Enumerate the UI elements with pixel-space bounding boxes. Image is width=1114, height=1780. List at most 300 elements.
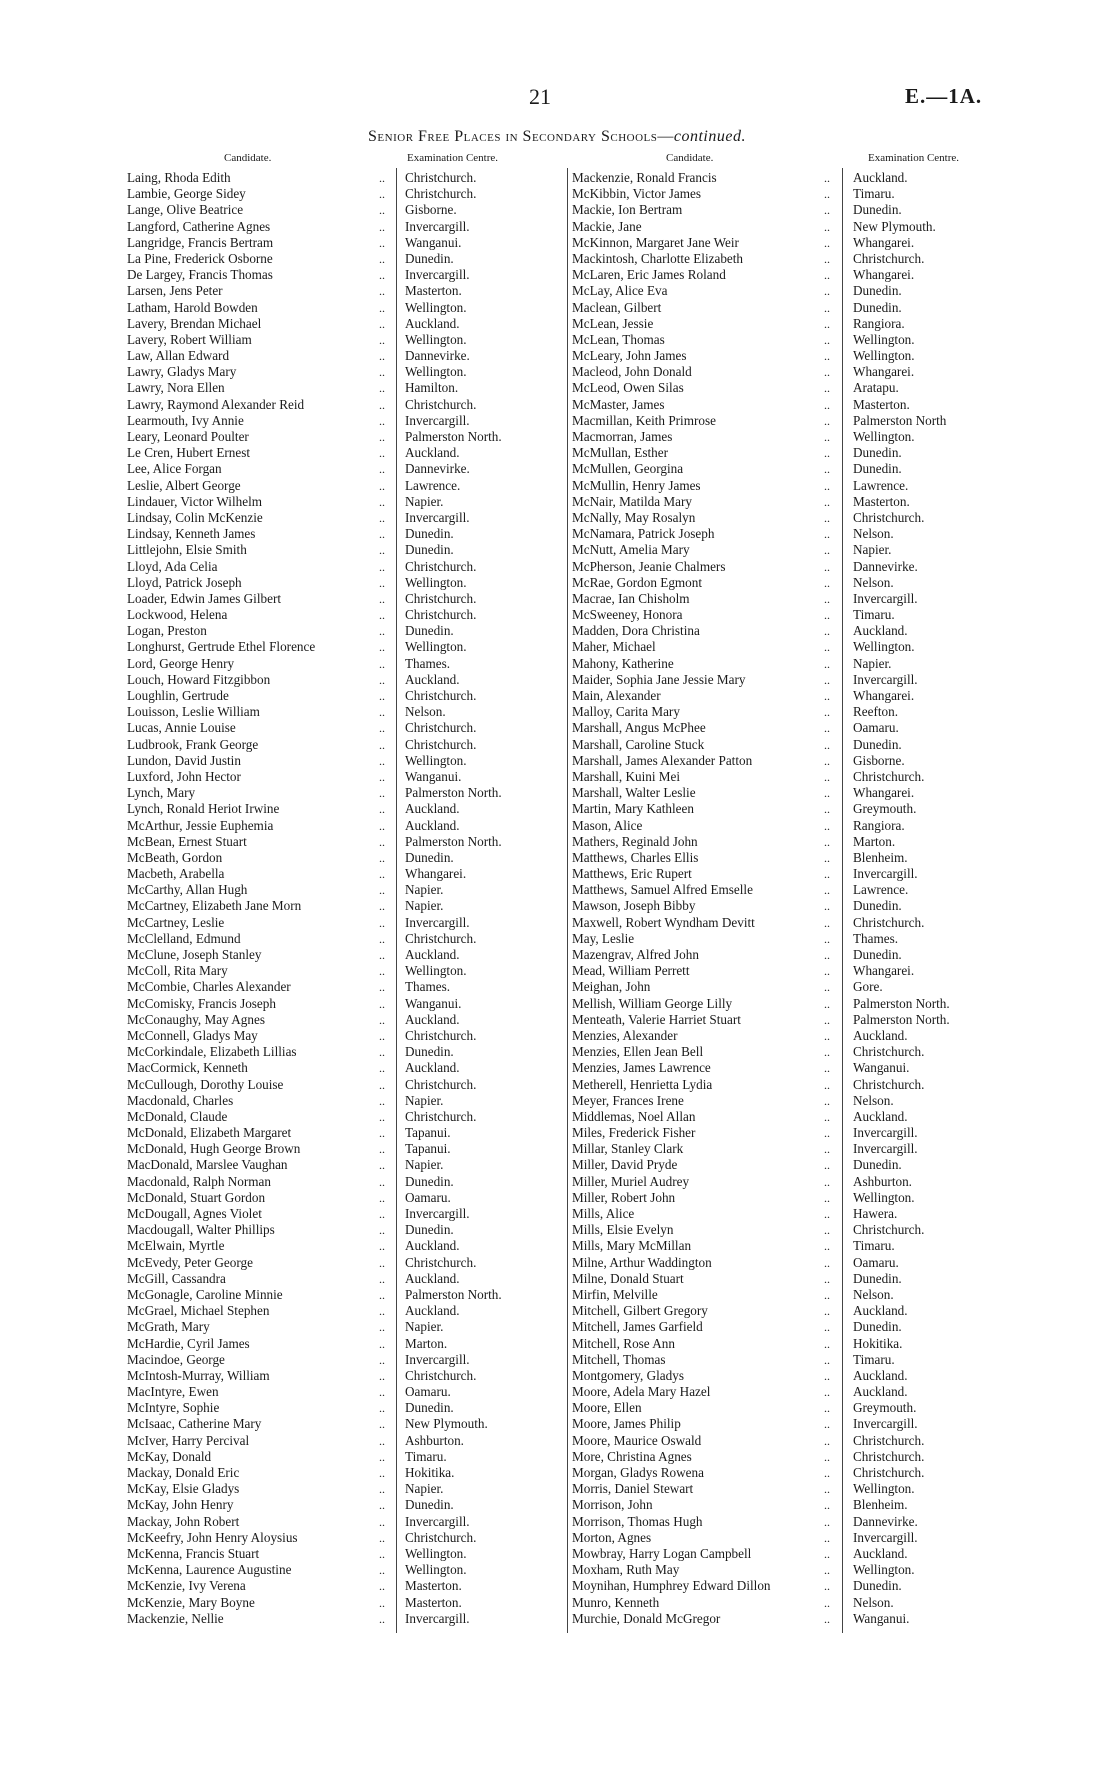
candidate-name: Langridge, Francis Bertram [127, 234, 274, 250]
leader-dots: .. [379, 769, 385, 784]
candidate-name: Lawry, Gladys Mary [127, 364, 237, 380]
list-item [572, 445, 1102, 461]
candidate-name: McCorkindale, Elizabeth Lillias [127, 1044, 297, 1060]
leader-dots: .. [824, 834, 830, 849]
leader-dots: .. [379, 1433, 385, 1448]
examination-centre: Auckland. [853, 1384, 908, 1400]
candidate-name: Marshall, James Alexander Patton [572, 752, 753, 768]
leader-dots: .. [824, 365, 830, 380]
examination-centre: Napier. [405, 1157, 444, 1173]
leader-dots: .. [379, 203, 385, 218]
examination-centre: Invercargill. [405, 412, 470, 428]
list-item [572, 1174, 1102, 1190]
candidate-name: Morgan, Gladys Rowena [572, 1465, 704, 1480]
leader-dots: .. [824, 705, 830, 720]
examination-centre: Nelson. [853, 1594, 894, 1610]
candidate-name: Morton, Agnes [572, 1529, 652, 1545]
examination-centre: Auckland. [405, 947, 460, 962]
list-item [572, 656, 1102, 672]
list-item [572, 785, 1102, 801]
list-item [127, 818, 567, 834]
list-item [127, 1384, 567, 1400]
examination-centre: Whangarei. [853, 267, 915, 283]
candidate-name: Lee, Alice Forgan [127, 461, 222, 477]
examination-centre: Auckland. [405, 817, 460, 833]
list-item [127, 1595, 567, 1611]
examination-centre: Nelson. [853, 1092, 894, 1108]
list-item [572, 364, 1102, 380]
examination-centre: Wanganui. [405, 995, 462, 1011]
examination-centre: Whangarei. [853, 785, 915, 801]
list-item [572, 688, 1102, 704]
leader-dots: .. [824, 1385, 830, 1400]
candidate-name: Murchie, Donald McGregor [572, 1610, 721, 1626]
examination-centre: Aratapu. [853, 380, 899, 396]
examination-centre: Wellington. [405, 574, 467, 590]
examination-centre: Auckland. [405, 315, 460, 331]
leader-dots: .. [824, 850, 830, 865]
candidate-name: Mitchell, Rose Ann [572, 1335, 675, 1351]
list-item [572, 1060, 1102, 1076]
candidate-name: McGill, Cassandra [127, 1270, 226, 1286]
examination-centre: Dunedin. [853, 1270, 902, 1286]
list-item [572, 1109, 1102, 1125]
candidate-name: Mitchell, Thomas [572, 1351, 666, 1367]
list-item [127, 1481, 567, 1497]
examination-centre: Dunedin. [853, 283, 902, 299]
examination-centre: Whangarei. [853, 234, 915, 250]
leader-dots: .. [824, 1563, 830, 1578]
list-item [572, 397, 1102, 413]
leader-dots: .. [379, 300, 385, 315]
candidate-name: Morrison, John [572, 1497, 653, 1513]
candidate-name: Miles, Frederick Fisher [572, 1125, 696, 1141]
candidate-name: Macdonald, Ralph Norman [127, 1173, 271, 1189]
candidate-name: McBean, Ernest Stuart [127, 833, 247, 849]
list-item [127, 850, 567, 866]
candidate-name: Mackenzie, Ronald Francis [572, 170, 717, 185]
examination-centre: Napier. [405, 882, 444, 898]
examination-centre: Timaru. [853, 1238, 895, 1254]
list-item [127, 672, 567, 688]
leader-dots: .. [824, 1012, 830, 1027]
list-item [127, 1611, 567, 1627]
candidate-name: Moore, James Philip [572, 1416, 681, 1432]
list-item [572, 801, 1102, 817]
examination-centre: Thames. [853, 930, 899, 946]
list-item [127, 397, 567, 413]
leader-dots: .. [824, 1482, 830, 1497]
list-item [572, 769, 1102, 785]
leader-dots: .. [824, 300, 830, 315]
leader-dots: .. [824, 446, 830, 461]
leader-dots: .. [379, 1611, 385, 1626]
list-item [572, 1611, 1102, 1627]
list-item [127, 688, 567, 704]
list-item [127, 445, 567, 461]
examination-centre: Rangiora. [853, 315, 905, 331]
leader-dots: .. [379, 656, 385, 671]
examination-centre: Christchurch. [405, 607, 477, 623]
candidate-name: McNutt, Amelia Mary [572, 542, 690, 558]
candidate-name: Latham, Harold Bowden [127, 299, 258, 315]
list-item [572, 413, 1102, 429]
candidate-name: McHardie, Cyril James [127, 1335, 250, 1351]
list-item [127, 1433, 567, 1449]
leader-dots: .. [824, 1061, 830, 1076]
examination-centre: Wellington. [853, 429, 915, 444]
leader-dots: .. [824, 1126, 830, 1141]
candidate-name: Menzies, Ellen Jean Bell [572, 1044, 704, 1060]
leader-dots: .. [824, 1174, 830, 1189]
list-item [572, 834, 1102, 850]
examination-centre: Dunedin. [853, 736, 902, 752]
candidate-name: Lynch, Mary [127, 785, 196, 801]
examination-centre: Rangiora. [853, 817, 905, 833]
leader-dots: .. [379, 446, 385, 461]
leader-dots: .. [824, 1255, 830, 1270]
candidate-name: Mason, Alice [572, 817, 643, 833]
list-item [572, 300, 1102, 316]
list-item [127, 283, 567, 299]
examination-centre: Masterton. [405, 1594, 462, 1610]
list-item [127, 1028, 567, 1044]
examination-centre: Dunedin. [405, 1497, 454, 1513]
list-item [572, 1125, 1102, 1141]
candidate-name: McRae, Gordon Egmont [572, 574, 703, 590]
list-item [127, 947, 567, 963]
candidate-name: Maider, Sophia Jane Jessie Mary [572, 671, 746, 687]
examination-centre: Wellington. [405, 364, 467, 380]
candidate-name: Miller, David Pryde [572, 1157, 678, 1173]
candidate-name: Main, Alexander [572, 688, 661, 703]
list-item [127, 963, 567, 979]
candidate-name: May, Leslie [572, 930, 635, 946]
candidate-name: Moore, Adela Mary Hazel [572, 1384, 711, 1400]
list-item [127, 801, 567, 817]
examination-centre: Hawera. [853, 1206, 898, 1221]
examination-centre: Dunedin. [853, 299, 902, 315]
examination-centre: Christchurch. [405, 1076, 477, 1092]
examination-centre: Dunedin. [853, 461, 902, 477]
examination-centre: Thames. [405, 655, 451, 671]
list-item [572, 639, 1102, 655]
candidate-name: McLean, Thomas [572, 331, 665, 347]
examination-centre: Christchurch. [853, 250, 925, 266]
leader-dots: .. [824, 818, 830, 833]
candidate-name: Marshall, Kuini Mei [572, 768, 681, 784]
leader-dots: .. [379, 1239, 385, 1254]
candidate-name: Lambie, George Sidey [127, 186, 246, 202]
candidate-name: De Largey, Francis Thomas [127, 267, 273, 283]
leader-dots: .. [824, 948, 830, 962]
candidate-name: Mitchell, Gilbert Gregory [572, 1303, 708, 1319]
candidate-name: Macdonald, Charles [127, 1092, 234, 1108]
leader-dots: .. [379, 1061, 385, 1076]
list-item [572, 1238, 1102, 1254]
examination-centre: Gisborne. [853, 752, 905, 768]
leader-dots: .. [824, 1579, 830, 1594]
candidate-name: McKenna, Francis Stuart [127, 1545, 260, 1561]
list-item [572, 720, 1102, 736]
examination-centre: Dunedin. [405, 1044, 454, 1060]
examination-centre: Dannevirke. [405, 348, 470, 364]
examination-centre: Auckland. [853, 170, 908, 185]
leader-dots: .. [824, 1498, 830, 1513]
examination-centre: Dunedin. [853, 445, 902, 461]
leader-dots: .. [824, 430, 830, 444]
list-item [572, 591, 1102, 607]
candidate-name: McMullin, Henry James [572, 477, 701, 493]
examination-centre: Auckland. [853, 1545, 908, 1561]
candidate-name: McDonald, Claude [127, 1108, 228, 1124]
examination-centre: Christchurch. [405, 1027, 477, 1043]
candidate-name: McCullough, Dorothy Louise [127, 1076, 284, 1092]
leader-dots: .. [824, 672, 830, 687]
examination-centre: Christchurch. [853, 1222, 925, 1238]
examination-centre: Auckland. [405, 1270, 460, 1286]
examination-centre: Nelson. [853, 526, 894, 542]
leader-dots: .. [824, 171, 830, 185]
examination-centre: Wellington. [405, 1562, 467, 1578]
leader-dots: .. [824, 1093, 830, 1108]
candidate-name: Mead, William Perrett [572, 963, 690, 979]
list-item [127, 267, 567, 283]
candidate-name: Maclean, Gilbert [572, 299, 662, 315]
examination-centre: Wellington. [405, 299, 467, 315]
leader-dots: .. [379, 527, 385, 542]
examination-centre: Dunedin. [853, 202, 902, 218]
candidate-name: McIntosh-Murray, William [127, 1367, 270, 1383]
leader-dots: .. [824, 1368, 830, 1383]
candidate-name: McMullan, Esther [572, 445, 668, 461]
list-item [572, 1287, 1102, 1303]
leader-dots: .. [379, 284, 385, 299]
list-item [127, 251, 567, 267]
leader-dots: .. [379, 510, 385, 525]
examination-centre: Masterton. [405, 1578, 462, 1594]
page-number: 21 [529, 84, 551, 109]
list-item [572, 1530, 1102, 1546]
candidate-name: Littlejohn, Elsie Smith [127, 542, 247, 558]
title-main: Senior Free Places in Secondary Schools— [368, 128, 674, 145]
candidate-name: McEvedy, Peter George [127, 1254, 253, 1270]
leader-dots: .. [379, 689, 385, 703]
examination-centre: Christchurch. [405, 170, 477, 185]
leader-dots: .. [379, 640, 385, 655]
leader-dots: .. [379, 1563, 385, 1578]
title-continued: continued. [673, 128, 746, 145]
leader-dots: .. [824, 802, 830, 817]
list-item [572, 753, 1102, 769]
list-item [572, 1012, 1102, 1028]
list-item [127, 623, 567, 639]
candidate-name: Montgomery, Gladys [572, 1367, 684, 1383]
leader-dots: .. [824, 769, 830, 784]
examination-centre: Wellington. [405, 963, 467, 979]
examination-centre: Timaru. [853, 1351, 895, 1367]
list-item [572, 219, 1102, 235]
list-item [572, 1546, 1102, 1562]
leader-dots: .. [824, 899, 830, 914]
leader-dots: .. [824, 1190, 830, 1205]
candidate-name: McComisky, Francis Joseph [127, 995, 276, 1011]
examination-centre: Auckland. [853, 1027, 908, 1043]
candidate-name: McGrath, Mary [127, 1319, 210, 1335]
candidate-name: McConnell, Gladys May [127, 1027, 258, 1043]
leader-dots: .. [824, 1514, 830, 1529]
examination-centre: Lawrence. [405, 477, 461, 493]
leader-dots: .. [379, 948, 385, 962]
leader-dots: .. [379, 1579, 385, 1594]
leader-dots: .. [379, 349, 385, 364]
candidate-name: Marshall, Walter Leslie [572, 785, 696, 801]
list-item [127, 1222, 567, 1238]
leader-dots: .. [379, 462, 385, 477]
list-item [127, 413, 567, 429]
examination-centre: Lawrence. [853, 882, 909, 898]
list-item [127, 1336, 567, 1352]
candidate-name: Milne, Arthur Waddington [572, 1254, 712, 1270]
leader-dots: .. [379, 624, 385, 639]
candidate-name: McIsaac, Catherine Mary [127, 1416, 262, 1432]
leader-dots: .. [379, 1223, 385, 1238]
examination-centre: Oamaru. [405, 1384, 451, 1400]
leader-dots: .. [824, 1401, 830, 1416]
examination-centre: Invercargill. [853, 1416, 918, 1432]
candidate-name: McNair, Matilda Mary [572, 493, 692, 509]
examination-centre: Christchurch. [405, 720, 477, 736]
leader-dots: .. [824, 1449, 830, 1464]
candidate-name: Mazengrav, Alfred John [572, 947, 699, 962]
list-item [127, 769, 567, 785]
list-item [572, 931, 1102, 947]
examination-centre: Wellington. [405, 331, 467, 347]
list-item [127, 202, 567, 218]
candidate-name: Ludbrook, Frank George [127, 736, 259, 752]
list-item [127, 704, 567, 720]
candidate-name: McArthur, Jessie Euphemia [127, 817, 274, 833]
leader-dots: .. [379, 996, 385, 1011]
candidate-name: McCombie, Charles Alexander [127, 979, 291, 995]
leader-dots: .. [824, 349, 830, 364]
candidate-name: McNamara, Patrick Joseph [572, 526, 715, 542]
page-header [0, 84, 1114, 114]
candidate-name: Mackay, Donald Eric [127, 1465, 240, 1480]
leader-dots: .. [824, 1142, 830, 1157]
list-item [572, 850, 1102, 866]
examination-centre: Invercargill. [853, 590, 918, 606]
list-item [127, 429, 567, 445]
examination-centre: Hokitika. [853, 1335, 903, 1351]
list-item [127, 866, 567, 882]
examination-centre: Dunedin. [853, 1157, 902, 1173]
examination-centre: Wellington. [405, 1545, 467, 1561]
leader-dots: .. [824, 1433, 830, 1448]
list-item [127, 1416, 567, 1432]
examination-centre: Christchurch. [405, 590, 477, 606]
leader-dots: .. [824, 251, 830, 266]
list-item [127, 461, 567, 477]
list-item [127, 1190, 567, 1206]
leader-dots: .. [824, 397, 830, 412]
leader-dots: .. [379, 1595, 385, 1610]
examination-centre: Timaru. [853, 186, 895, 202]
list-item [572, 235, 1102, 251]
candidate-name: Meyer, Frances Irene [572, 1092, 684, 1108]
candidate-name: Mowbray, Harry Logan Campbell [572, 1545, 752, 1561]
candidate-name: Morrison, Thomas Hugh [572, 1513, 703, 1529]
examination-centre: Ashburton. [405, 1432, 464, 1448]
leader-dots: .. [824, 1239, 830, 1254]
leader-dots: .. [379, 1466, 385, 1480]
examination-centre: Wellington. [853, 331, 915, 347]
candidate-name: McKeefry, John Henry Aloysius [127, 1529, 298, 1545]
examination-centre: Christchurch. [853, 509, 925, 525]
list-item [127, 1077, 567, 1093]
list-item [572, 1093, 1102, 1109]
candidate-name: Metherell, Henrietta Lydia [572, 1076, 713, 1092]
candidate-name: McIntyre, Sophie [127, 1400, 220, 1416]
leader-dots: .. [379, 332, 385, 347]
examination-centre: Masterton. [405, 283, 462, 299]
leader-dots: .. [824, 640, 830, 655]
list-item [127, 1044, 567, 1060]
leader-dots: .. [379, 381, 385, 396]
examination-centre: Wellington. [853, 1189, 915, 1205]
examination-centre: Nelson. [853, 574, 894, 590]
leader-dots: .. [379, 1190, 385, 1205]
examination-centre: Lawrence. [853, 477, 909, 493]
list-item [572, 1157, 1102, 1173]
candidate-name: McKay, Donald [127, 1448, 212, 1464]
candidate-name: McClelland, Edmund [127, 930, 241, 946]
examination-centre: Auckland. [405, 801, 460, 817]
leader-dots: .. [379, 931, 385, 946]
list-item [127, 882, 567, 898]
leader-dots: .. [824, 478, 830, 493]
leader-dots: .. [379, 1012, 385, 1027]
list-item [572, 542, 1102, 558]
list-item [127, 1546, 567, 1562]
candidate-name: Lavery, Brendan Michael [127, 315, 262, 331]
list-item [572, 1562, 1102, 1578]
examination-centre: Thames. [405, 979, 451, 995]
examination-centre: Napier. [853, 655, 892, 671]
list-item [572, 1319, 1102, 1335]
examination-centre: Dunedin. [853, 1578, 902, 1594]
examination-centre: Christchurch. [853, 1044, 925, 1060]
leader-dots: .. [824, 1223, 830, 1238]
examination-centre: Whangarei. [405, 866, 467, 882]
leader-dots: .. [824, 527, 830, 542]
examination-centre: Auckland. [405, 445, 460, 461]
leader-dots: .. [824, 624, 830, 639]
list-item [127, 1238, 567, 1254]
examination-centre: Auckland. [853, 1303, 908, 1319]
leader-dots: .. [824, 591, 830, 606]
candidate-name: MacCormick, Kenneth [127, 1060, 248, 1076]
leader-dots: .. [379, 672, 385, 687]
leader-dots: .. [379, 397, 385, 412]
list-item [127, 720, 567, 736]
leader-dots: .. [379, 1417, 385, 1432]
examination-centre: Christchurch. [853, 1465, 925, 1480]
list-item [572, 1384, 1102, 1400]
examination-centre: Dunedin. [405, 1222, 454, 1238]
candidate-name: Lord, George Henry [127, 655, 235, 671]
candidate-name: McColl, Rita Mary [127, 963, 228, 979]
